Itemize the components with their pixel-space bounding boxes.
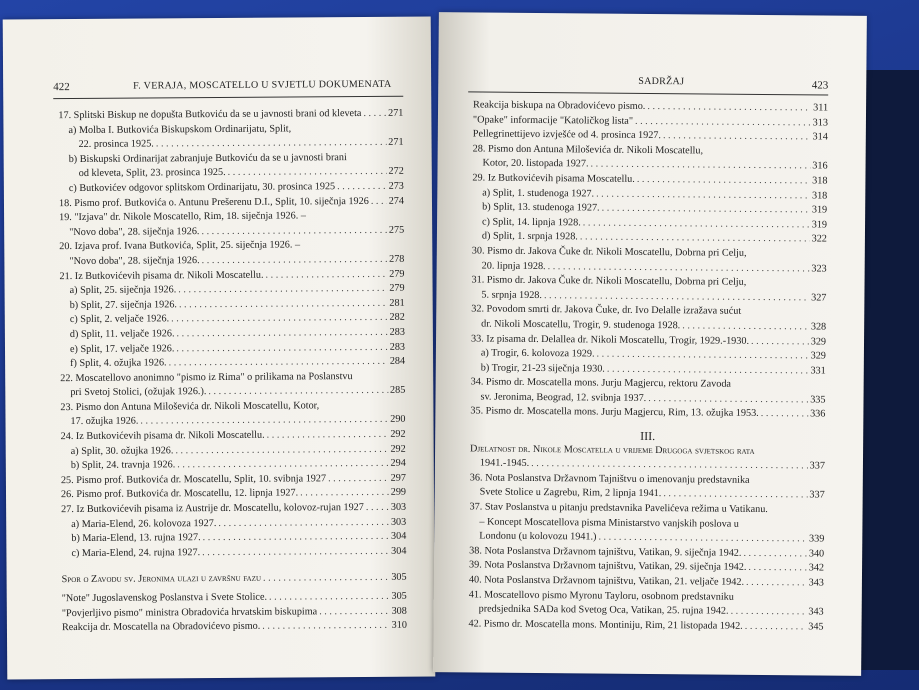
dot-leader (179, 297, 388, 313)
toc-entry-text: b) Split, 24. travnja 1926. (70, 459, 176, 472)
toc-entry-text: 23. Pismo don Antuna Miloševića dr. Nikoli Moscatellu, Kotor, (60, 400, 320, 413)
dot-leader (746, 576, 807, 591)
toc-entry-text: c) Split, 14. lipnja 1928. (482, 216, 581, 229)
toc-page-number: 299 (390, 487, 407, 499)
toc-page-number: 279 (389, 282, 405, 294)
toc-entry (59, 194, 404, 211)
toc-page-number: 343 (808, 577, 824, 589)
toc-entry-text: c) Maria-Elend, 24. rujna 1927. (71, 546, 201, 559)
toc-entry (58, 121, 403, 153)
dot-leader (319, 604, 389, 619)
toc-entry (62, 619, 407, 636)
dot-leader (663, 488, 807, 504)
toc-page-number: 343 (808, 606, 824, 618)
toc-entry (471, 303, 826, 335)
toc-entry (470, 405, 825, 423)
toc-page-number: 319 (811, 204, 828, 216)
toc-entry-text: "Povjerljivo pismo" ministra Obradovića hrvatskim biskupima (61, 605, 318, 619)
toc-page-number: 316 (812, 160, 828, 172)
toc-entry-text: 25. Pismo prof. Butkovića dr. Moscatellu, Split, 10. svibnja 1927 (60, 473, 327, 486)
toc-entry-text: 38. Nota Poslanstva Državnom tajništvu, Vatikan, 9. siječnja 1942. (469, 545, 742, 559)
left-page (3, 17, 436, 680)
toc-entry (472, 244, 827, 276)
toc-entry-text: "Opake" informacije "Katoličkog lista" (472, 114, 634, 127)
dot-leader (169, 355, 388, 371)
part-heading-line: 1941.-1945. (479, 457, 530, 470)
toc-page-number: 292 (390, 428, 406, 440)
right-page-number: 423 (811, 79, 829, 92)
dot-leader (202, 545, 389, 561)
toc-entry-text: dr. Nikoli Moscatellu, Trogir, 9. studenoga 1928. (481, 318, 681, 332)
toc-entry-text: 19. "Izjava" dr. Nikole Moscatello, Rim, 18. siječnja 1926. – (59, 210, 306, 224)
toc-page-number: 345 (808, 621, 824, 633)
dot-leader (171, 311, 388, 327)
toc-entry-text: 20. Izjava prof. Ivana Butkovića, Split, 25. siječnja 1926. – (59, 239, 301, 253)
toc-page-number: 292 (390, 443, 406, 455)
toc-page-number: 279 (389, 268, 405, 280)
toc-entry-text: "Note" Jugoslavenskog Poslanstva i Svete Stolice. (61, 591, 268, 605)
toc-page-number: 272 (388, 166, 404, 178)
toc-entry (59, 238, 404, 270)
dot-leader (218, 515, 389, 531)
toc-page-number: 337 (809, 460, 825, 472)
section-heading-text: Spor o Zavodu sv. Jeronima ulazi u završnu fazu (61, 573, 262, 586)
toc-entry-text: 30. Pismo dr. Jakova Čuke dr. Nikoli Moscatellu, Dobrna pri Celju, (471, 245, 747, 259)
toc-entry-text: 18. Pismo prof. Butkovića o. Antunu Prešerenu D.I., Split, 10. siječnja 1926 (58, 195, 369, 209)
toc-entry-text: 39. Nota Poslanstva Državnom tajništvu, Vatikan, 29. siječnja 1942. (469, 559, 747, 574)
toc-entry-text: 37. Stav Poslanstva u pitanju predstavnika Pavelićeva režima u Vatikanu. (469, 501, 768, 516)
toc-entry-text: a) Split, 30. ožujka 1926. (70, 444, 174, 457)
dot-leader (682, 319, 809, 335)
toc-entry-text: b) Split, 27. siječnja 1926. (69, 299, 177, 311)
toc-entry-text: 17. ožujka 1926. (70, 416, 139, 428)
toc-page-number: 313 (812, 117, 828, 129)
toc-page-number: 273 (388, 180, 404, 192)
toc-page-number: 342 (808, 562, 825, 574)
toc-entry-text: 22. prosinca 1925. (78, 138, 154, 151)
toc-page-number: 329 (810, 335, 827, 348)
toc-page-number: 339 (808, 533, 825, 545)
toc-entry-text: "Novo doba", 28. siječnja 1926. (69, 255, 200, 267)
toc-page-number: 311 (813, 102, 829, 114)
toc-entry-text: 17. Splitski Biskup ne dopušta Butkoviću da se u javnosti brani od kleveta (58, 108, 362, 122)
toc-entry (59, 209, 404, 241)
toc-page-number: 336 (810, 408, 826, 421)
dot-leader (176, 340, 387, 356)
toc-entry-text: a) Split, 25. siječnja 1926. (69, 284, 177, 297)
toc-entry-text: 31. Pismo dr. Jakova Čuke dr. Nikoli Moscatellu, Dobrna pri Celju, (471, 274, 747, 288)
dot-leader (176, 326, 387, 342)
toc-page-number: 304 (391, 530, 407, 543)
toc-entry-text: sv. Jeronima, Beograd, 12. svibnja 1937. (480, 391, 647, 404)
toc-page-number: 274 (388, 195, 405, 207)
dot-leader (635, 114, 811, 130)
toc-page-number: 331 (810, 365, 826, 377)
left-toc (58, 107, 407, 636)
toc-entry-text: 33. Iz pisama dr. Delallea dr. Nikoli Moscatellu, Trogir, 1929.-1930. (470, 332, 750, 347)
toc-entry-text: b) Biskupski Ordinarijat zabranjuje Butkoviću da se u javnosti brani (68, 151, 347, 165)
part-heading-line: Djelatnost dr. Nikole Moscatella u vrijeme Drugoga svjetskog rata (470, 443, 755, 457)
toc-entry-text: a) Maria-Elend, 26. kolovoza 1927. (71, 517, 217, 530)
toc-page-number: 281 (389, 297, 405, 309)
toc-entry (469, 500, 824, 547)
toc-page-number: 328 (810, 321, 827, 333)
toc-entry-text: Reakcija dr. Moscatella na Obradovićevo pismo. (61, 620, 261, 634)
dot-leader (751, 334, 809, 349)
right-toc (468, 98, 828, 634)
left-page-header: F. VERAJA, MOSCATELLO U SVJETLU DOKUMENATA (133, 78, 392, 92)
toc-entry (60, 399, 405, 431)
toc-page-number: 282 (389, 312, 405, 324)
section-heading (62, 571, 407, 588)
right-page (433, 12, 867, 676)
toc-entry-text: 26. Pismo prof. Butkovića dr. Moscatellu, 12. lipnja 1927. (60, 487, 299, 501)
dot-leader (263, 571, 389, 586)
toc-page-number: 294 (390, 457, 406, 470)
toc-page-number: 318 (812, 175, 828, 187)
toc-entry (468, 617, 823, 635)
dot-leader (262, 619, 390, 634)
toc-page-number: 305 (391, 590, 407, 602)
toc-entry-text: 21. Iz Butkovićevih pisama dr. Nikoli Moscatellu. (59, 269, 264, 282)
toc-entry-text: d) Split, 1. srpnja 1928. (481, 230, 578, 243)
toc-page-number: 310 (391, 619, 407, 631)
dot-leader (761, 407, 809, 422)
right-page-header: SADRŽAJ (638, 75, 685, 88)
toc-page-number: 327 (811, 292, 827, 304)
toc-entry-text: d) Split, 11. veljače 1926. (69, 328, 175, 340)
toc-entry-text: b) Trogir, 21-23 siječnja 1930. (480, 362, 605, 375)
dot-leader (177, 457, 388, 473)
toc-entry-text: 40. Nota Poslanstva Državnom tajništvu, Vatikan, 21. veljače 1942. (468, 574, 745, 588)
dot-leader (156, 136, 387, 152)
dot-leader (265, 267, 387, 282)
dot-leader (748, 561, 806, 576)
toc-page-number: 322 (811, 233, 827, 245)
toc-page-number: 335 (810, 394, 826, 406)
toc-page-number: 271 (388, 136, 404, 149)
toc-page-number: 285 (389, 384, 406, 397)
toc-entry-text: a) Molba I. Butkovića Biskupskom Ordinarijatu, Split, (68, 123, 292, 136)
dot-leader (202, 253, 388, 269)
dot-leader (663, 129, 811, 145)
dot-leader (647, 100, 811, 116)
toc-page-number: 275 (388, 224, 405, 236)
toc-page-number: 308 (391, 605, 407, 617)
toc-entry-text: f) Split, 4. ožujka 1926. (70, 357, 167, 370)
toc-entry-text: Londonu (u kolovozu 1941.) (479, 530, 597, 543)
toc-entry-text: od kleveta, Split, 23. prosinca 1925. (78, 167, 226, 180)
toc-entry-text: 32. Povodom smrti dr. Jakova Čuke, dr. Ivo Delalle izražava sućut (471, 303, 742, 318)
toc-page-number: 297 (390, 472, 406, 484)
toc-entry-text: 34. Pismo dr. Moscatella mons. Jurju Magjercu, rektoru Zavoda (470, 376, 732, 390)
toc-page-number: 283 (389, 326, 405, 338)
dot-leader (269, 590, 390, 605)
toc-entry (469, 588, 824, 620)
dot-leader (267, 428, 389, 443)
toc-entry-text: c) Butkovićev odgovor splitskom Ordinarijatu, 30. prosinca 1925 (68, 181, 336, 195)
toc-entry (58, 107, 403, 124)
toc-entry-text: a) Split, 1. studenoga 1927. (482, 187, 595, 200)
toc-entry-text: Pellegrinettijevo izvješće od 4. prosinca 1927. (472, 128, 662, 142)
toc-page-number: 305 (391, 572, 407, 584)
toc-page-number: 318 (811, 189, 828, 202)
toc-entry-text: 36. Nota Poslanstva Državnom Tajništvu o imenovanju predstavnika (469, 472, 750, 486)
toc-entry-text: "Novo doba", 28. siječnja 1926. (69, 225, 200, 238)
toc-entry (471, 274, 826, 306)
dot-leader (366, 501, 389, 516)
dot-leader (731, 605, 807, 620)
dot-leader (203, 530, 390, 546)
toc-page-number: 303 (390, 501, 407, 513)
left-page-number: 422 (53, 81, 70, 94)
toc-entry (59, 150, 404, 182)
toc-entry-text: Kotor, 20. listopada 1927. (482, 157, 589, 170)
toc-page-number: 283 (389, 341, 406, 353)
dot-leader (337, 180, 387, 195)
toc-entry-text: 28. Pismo don Antuna Miloševića dr. Nikoli Moscatellu, (472, 143, 704, 157)
dot-leader (637, 173, 810, 189)
dot-leader (208, 384, 388, 400)
toc-page-number: 284 (389, 355, 406, 367)
toc-entry-text: e) Split, 17. veljače 1926. (69, 342, 175, 355)
dot-leader (300, 486, 389, 501)
toc-entry-text: 42. Pismo dr. Moscatella mons. Montiniju, Rim, 21 listopada 1942. (468, 618, 743, 632)
dot-leader (328, 472, 389, 487)
dot-leader (228, 165, 387, 181)
toc-entry-text: – Koncept Moscatellova pisma Ministarstvo vanjskih poslova u (479, 516, 739, 530)
right-header-rule (468, 91, 828, 95)
toc-entry-text: 20. lipnja 1928. (481, 260, 546, 272)
toc-entry-text: 5. srpnja 1928. (481, 289, 543, 301)
toc-page-number: 303 (390, 516, 407, 528)
toc-page-number: 329 (810, 350, 826, 362)
toc-page-number: 271 (388, 107, 404, 119)
dot-leader (648, 392, 808, 408)
dot-leader (745, 620, 807, 635)
toc-entry (472, 142, 827, 174)
toc-page-number: 304 (391, 545, 407, 557)
toc-entry-text: pri Svetoj Stolici, (ožujak 1926.). (70, 386, 207, 399)
toc-page-number: 340 (808, 548, 825, 560)
toc-entry-text: Svete Stolice u Zagrebu, Rim, 2 lipnja 1941. (479, 486, 662, 500)
left-header-rule (53, 96, 403, 99)
toc-page-number: 323 (811, 262, 827, 275)
toc-page-number: 278 (389, 253, 405, 265)
dot-leader (178, 282, 387, 298)
dot-leader (363, 107, 386, 122)
toc-entry-text: a) Trogir, 6. kolovoza 1929. (480, 347, 595, 360)
toc-entry-text: 24. Iz Butkovićevih pisama dr. Nikoli Moscatellu. (60, 429, 265, 443)
toc-entry (470, 471, 825, 503)
toc-entry-text: 29. Iz Butkovićevih pisama Moscatellu. (472, 172, 635, 185)
toc-page-number: 337 (809, 489, 825, 501)
toc-entry-text: Reakcija biskupa na Obradovićevo pismo. (473, 99, 646, 112)
toc-page-number: 290 (390, 414, 406, 426)
toc-entry (60, 355, 405, 372)
toc-entry-text: b) Split, 13. studenoga 1927. (482, 201, 600, 214)
toc-entry-text: 27. Iz Butkovićevih pisama iz Austrije dr. Moscatellu, kolovoz-rujan 1927 (61, 502, 364, 516)
part-numeral: III. (640, 428, 656, 444)
toc-entry (60, 369, 405, 401)
toc-page-number: 314 (812, 131, 828, 143)
toc-entry-text: b) Maria-Elend, 13. rujna 1927. (71, 532, 201, 545)
toc-entry-text: predsjednika SADa kod Svetog Oca, Vatikan, 25. rujna 1942. (478, 603, 729, 617)
toc-entry (61, 545, 406, 562)
toc-page-number: 319 (811, 219, 828, 231)
dot-leader (743, 547, 807, 562)
dot-leader (175, 442, 388, 458)
toc-entry-text: 41. Moscatellovo pismo Myronu Tayloru, osobnom predstavniku (468, 589, 734, 603)
dot-leader (201, 224, 387, 240)
toc-entry-text: 22. Moscatellovo anonimno "pismo iz Rima" o prilikama na Poslanstvu (60, 370, 353, 384)
toc-entry (470, 376, 825, 408)
toc-entry-text: 35. Pismo dr. Moscatella mons. Jurju Magjercu, Rim, 13. ožujka 1953. (470, 405, 759, 420)
dot-leader (371, 194, 387, 209)
toc-entry-text: c) Split, 2. veljače 1926. (69, 313, 170, 326)
